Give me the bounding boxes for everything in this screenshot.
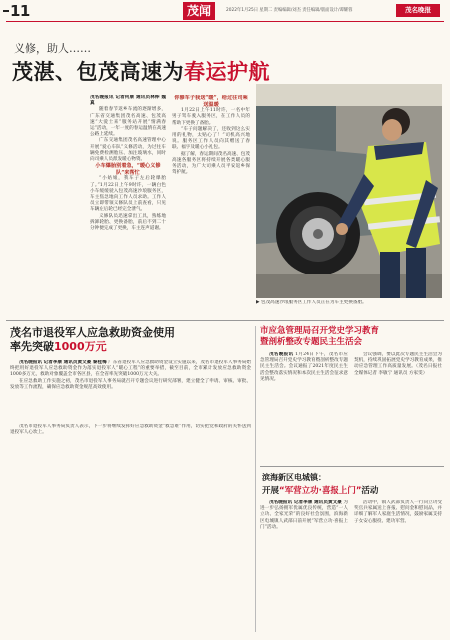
story3-headline-line1: 市应急管理局召开党史学习教育 bbox=[260, 326, 380, 336]
story4-column-1 bbox=[260, 500, 348, 634]
page-header bbox=[0, 0, 450, 23]
story-divider bbox=[260, 466, 444, 467]
lead-byline: 茂名晚报讯 记者何康 通讯员林桦 魏真 bbox=[90, 95, 166, 107]
story4-paragraph: 活动中，镇人武部负责人一行向立功受奖官兵家属送上喜报、慰问金和慰问品，并详细了解军人家庭生活情况，鼓励家属支持子女安心服役、建功军营。 bbox=[354, 500, 442, 524]
story4-byline: 茂名晚报讯 记者李康 通讯员黄文豪 bbox=[269, 500, 342, 505]
story2-headline-text: 茂名市退役军人应急救助资金使用率先突破 bbox=[10, 326, 175, 353]
lead-paragraph: “小姑娘，我车子左后轮爆胎了。”1月22日上午9时许，一辆白色小车缓缓驶入包茂高速沙琅服务区，车主焦急地向工作人员求助。工作人员立即带领义修队员上前查看，只见车辆左后轮已经完全泄气。 bbox=[90, 176, 166, 213]
lead-paragraph: 随着春节返乡车流的逐渐增多，广东省交通集团茂名高速、包茂高速“大爱士来”服务站开展“情满春运”活动，一年一度的春运温情在高速公路上延续。 bbox=[90, 107, 166, 138]
story4-headline-tail: 活动 bbox=[361, 486, 379, 496]
lead-paragraph: 1月22日上午11时许，一名中年男子驾车驶入服务区，在工作人员的帮助下更换了备胎。 bbox=[172, 108, 250, 126]
story2-paragraph: 广东省退役军人应急救助资金设立实施以来，茂名市退役军人事务局始终把用好退役军人应急救助资金作为落实退役军人“暖心工程”的重要举措，截至目前，全市累计发放应急救助资金1000多万元，救助对象覆盖全市各区县，在全省率先突破1000万元大关。 bbox=[10, 360, 251, 378]
lead-headline bbox=[12, 56, 270, 86]
section-tag bbox=[183, 2, 215, 20]
story2-byline: 茂名晚报讯 记者李康 通讯员黄文豪 黎桂梅 bbox=[19, 360, 107, 365]
lead-kicker: 义修，助人…… bbox=[14, 42, 91, 55]
masthead-logo bbox=[396, 4, 440, 17]
story3-column-1 bbox=[260, 352, 348, 464]
lead-subhead-1: 小车爆胎别着急，“暖心义修队”来帮忙 bbox=[95, 163, 161, 176]
vertical-divider bbox=[255, 326, 256, 632]
lead-headline-black: 茂湛、包茂高速为 bbox=[12, 60, 184, 84]
lead-photo bbox=[256, 84, 442, 298]
story4-paragraph: 为进一步弘扬拥军优属优良传统，营造“一人立功、全家光荣”的良好社会氛围，滨海新区电城镇人武部日前开展“军营立功·喜报上门”活动。 bbox=[260, 500, 348, 530]
story4-headline-red: “军营立功·喜报上门” bbox=[279, 486, 362, 496]
lead-column-1 bbox=[90, 95, 166, 315]
story3-byline: 茂名晚报讯 bbox=[269, 352, 294, 357]
lead-column-2 bbox=[172, 95, 250, 315]
story3-headline-line2: 暨剖析整改专题民主生活会 bbox=[260, 337, 363, 347]
story4-headline bbox=[262, 484, 446, 496]
masthead-logo-text: 茂名晚报 bbox=[405, 6, 431, 14]
section-divider bbox=[6, 320, 444, 321]
story2-headline bbox=[10, 326, 180, 354]
header-rule bbox=[6, 21, 444, 22]
lead-paragraph: “车子问题解决了，还收到这么实用的礼物，太贴心了！”司机高兴地说。服务区工作人员向其赠送了春联、福字及暖心小礼包。 bbox=[172, 126, 250, 151]
story4-column-2 bbox=[354, 500, 442, 634]
story3-headline bbox=[260, 326, 444, 348]
lead-subhead-2: 你修车子我送“暖”，给过往司乘送温暖 bbox=[174, 95, 248, 108]
story3-column-2 bbox=[354, 352, 442, 464]
tire-change-illustration bbox=[256, 84, 442, 298]
photo-caption: ▶ 包茂高速沙琅服务区工作人员正在为车主更换备胎。 bbox=[256, 300, 367, 305]
section-tag-label: 茂闻 bbox=[186, 4, 211, 18]
story2-paragraph: 在应急救助工作实施之初，茂名市退役军人事务局就召开专题会议进行研究部署，建立健全了申请、审核、审批、发放等工作流程，确保应急救助资金规范高效使用。 bbox=[10, 378, 251, 390]
lead-paragraph: 义修队员迅速拿出工具，熟练地拆卸轮胎、更换备胎，前后不到二十分钟便完成了更换，车主连声道谢。 bbox=[90, 213, 166, 232]
story3-paragraph: 1月24日下午，茂名市应急管理局召开党史学习教育暨剖析整改专题民主生活会。会议通报了2021年度民主生活会整改落实情况和本次民主生活会征求意见情况。 bbox=[260, 352, 348, 382]
page-number: 11 bbox=[10, 2, 30, 20]
page-number-dash bbox=[3, 10, 9, 12]
story2-paragraph: 茂名市退役军人事务局负责人表示，下一步将继续发挥好应急救助资金“救急难”作用，切实把党和政府的关怀送到退役军人心坎上。 bbox=[10, 424, 251, 436]
story4-kicker: 滨海新区电城镇： bbox=[262, 473, 326, 482]
story4-headline-black: 开展 bbox=[262, 486, 280, 496]
lead-paragraph: 据了解，春运期间茂名高速、包茂高速各服务区将持续开展各类暖心服务活动，为广大司乘人员平安返乡保驾护航。 bbox=[172, 151, 250, 176]
story2-body-a bbox=[10, 360, 251, 422]
story2-headline-highlight: 1000万元 bbox=[54, 340, 107, 353]
lead-paragraph: 广东交通集团茂名高速管理中心开展“爱心车队”义修活动，为过往车辆免费检测胎压、加注玻璃水，同时向司乘人员派发暖心物资。 bbox=[90, 138, 166, 163]
lead-headline-red: 春运护航 bbox=[184, 60, 270, 84]
story3-paragraph: 会议强调，要以此次专题民主生活会为契机，持续巩固拓展党史学习教育成果，推动应急管理工作高质量发展。（茂名日报社全媒体记者 李敏宁 通讯员 方家雯） bbox=[354, 352, 442, 376]
story2-body-b bbox=[10, 424, 251, 634]
dateline: 2022年1月25日 星期二 责编编辑/刘杰 责任编辑/版面设计/谭耀蓉 bbox=[226, 8, 353, 13]
